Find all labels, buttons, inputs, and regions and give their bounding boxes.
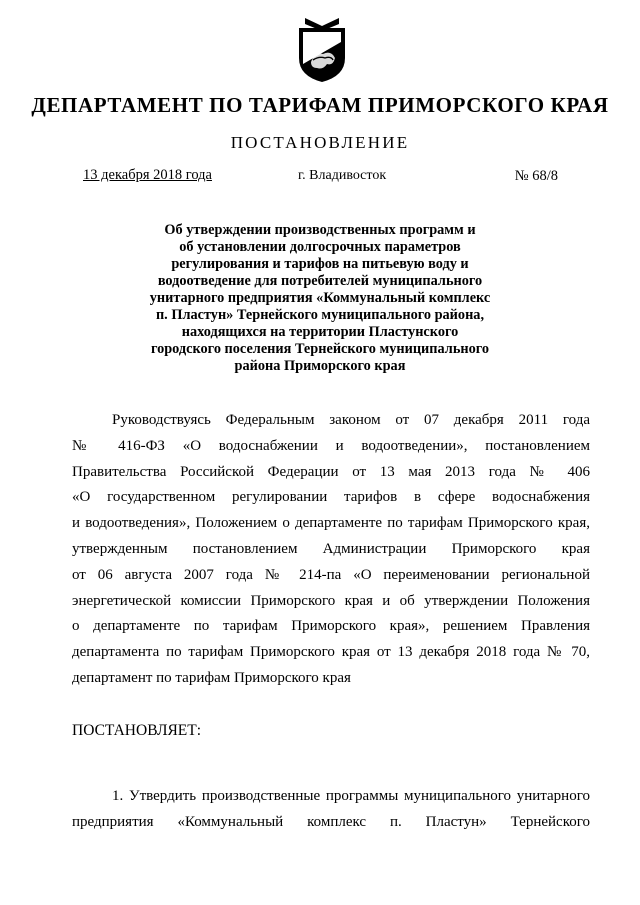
body-line: о департаменте по тарифам Приморского края», решением Правления [72,618,590,635]
item-line: 1. Утвердить производственные программы муниципального унитарного [112,788,590,804]
title-line: находящихся на территории Пластунского [181,324,459,340]
title-line: регулирования и тарифов на питьевую воду и [171,256,469,272]
title-line: п. Пластун» Тернейского муниципального района, [155,307,485,323]
body-line: Руководствуясь Федеральным законом от 07 декабря 2011 года [112,412,590,428]
title-line: Об утверждении производственных программ и [164,222,476,238]
preamble-paragraph [72,408,590,692]
body-line: департамент по тарифам Приморского края [72,669,351,686]
body-line: Правительства Российской Федерации от 13 мая 2013 года № 406 [72,463,590,480]
document-city: г. Владивосток [298,168,387,183]
body-line: утвержденным постановлением Администрации Приморского края [72,540,590,557]
body-line: от 06 августа 2007 года № 214-па «О переименовании региональной [72,566,590,583]
coat-of-arms-icon [293,14,351,84]
resolution-item-1 [72,784,590,836]
department-title: ДЕПАРТАМЕНТ ПО ТАРИФАМ ПРИМОРСКОГО КРАЯ [31,93,609,117]
title-line: района Приморского края [234,358,406,374]
document-date: 13 декабря 2018 года [83,167,212,183]
body-line: № 416-ФЗ «О водоснабжении и водоотведении», постановлением [72,437,590,454]
body-line: департамента по тарифам Приморского края от 13 декабря 2018 года № 70, [72,644,590,661]
document-number: № 68/8 [514,168,558,184]
title-line: городского поселения Тернейского муниципального [150,341,490,357]
body-line: и водоотведения», Положением о департаменте по тарифам Приморского края, [72,515,590,532]
resolve-heading: ПОСТАНОВЛЯЕТ: [72,722,202,739]
item-line: предприятия «Коммунальный комплекс п. Пластун» Тернейского [72,813,590,830]
title-line: унитарного предприятия «Коммунальный комплекс [149,290,491,306]
document-title [140,222,500,375]
body-line: «О государственном регулировании тарифов в сфере водоснабжения [72,489,590,506]
body-line: энергетической комиссии Приморского края и об утверждении Положения [72,592,590,609]
title-line: об установлении долгосрочных параметров [179,239,461,255]
document-type: ПОСТАНОВЛЕНИЕ [230,133,410,152]
title-line: водоотведение для потребителей муниципального [157,273,483,289]
